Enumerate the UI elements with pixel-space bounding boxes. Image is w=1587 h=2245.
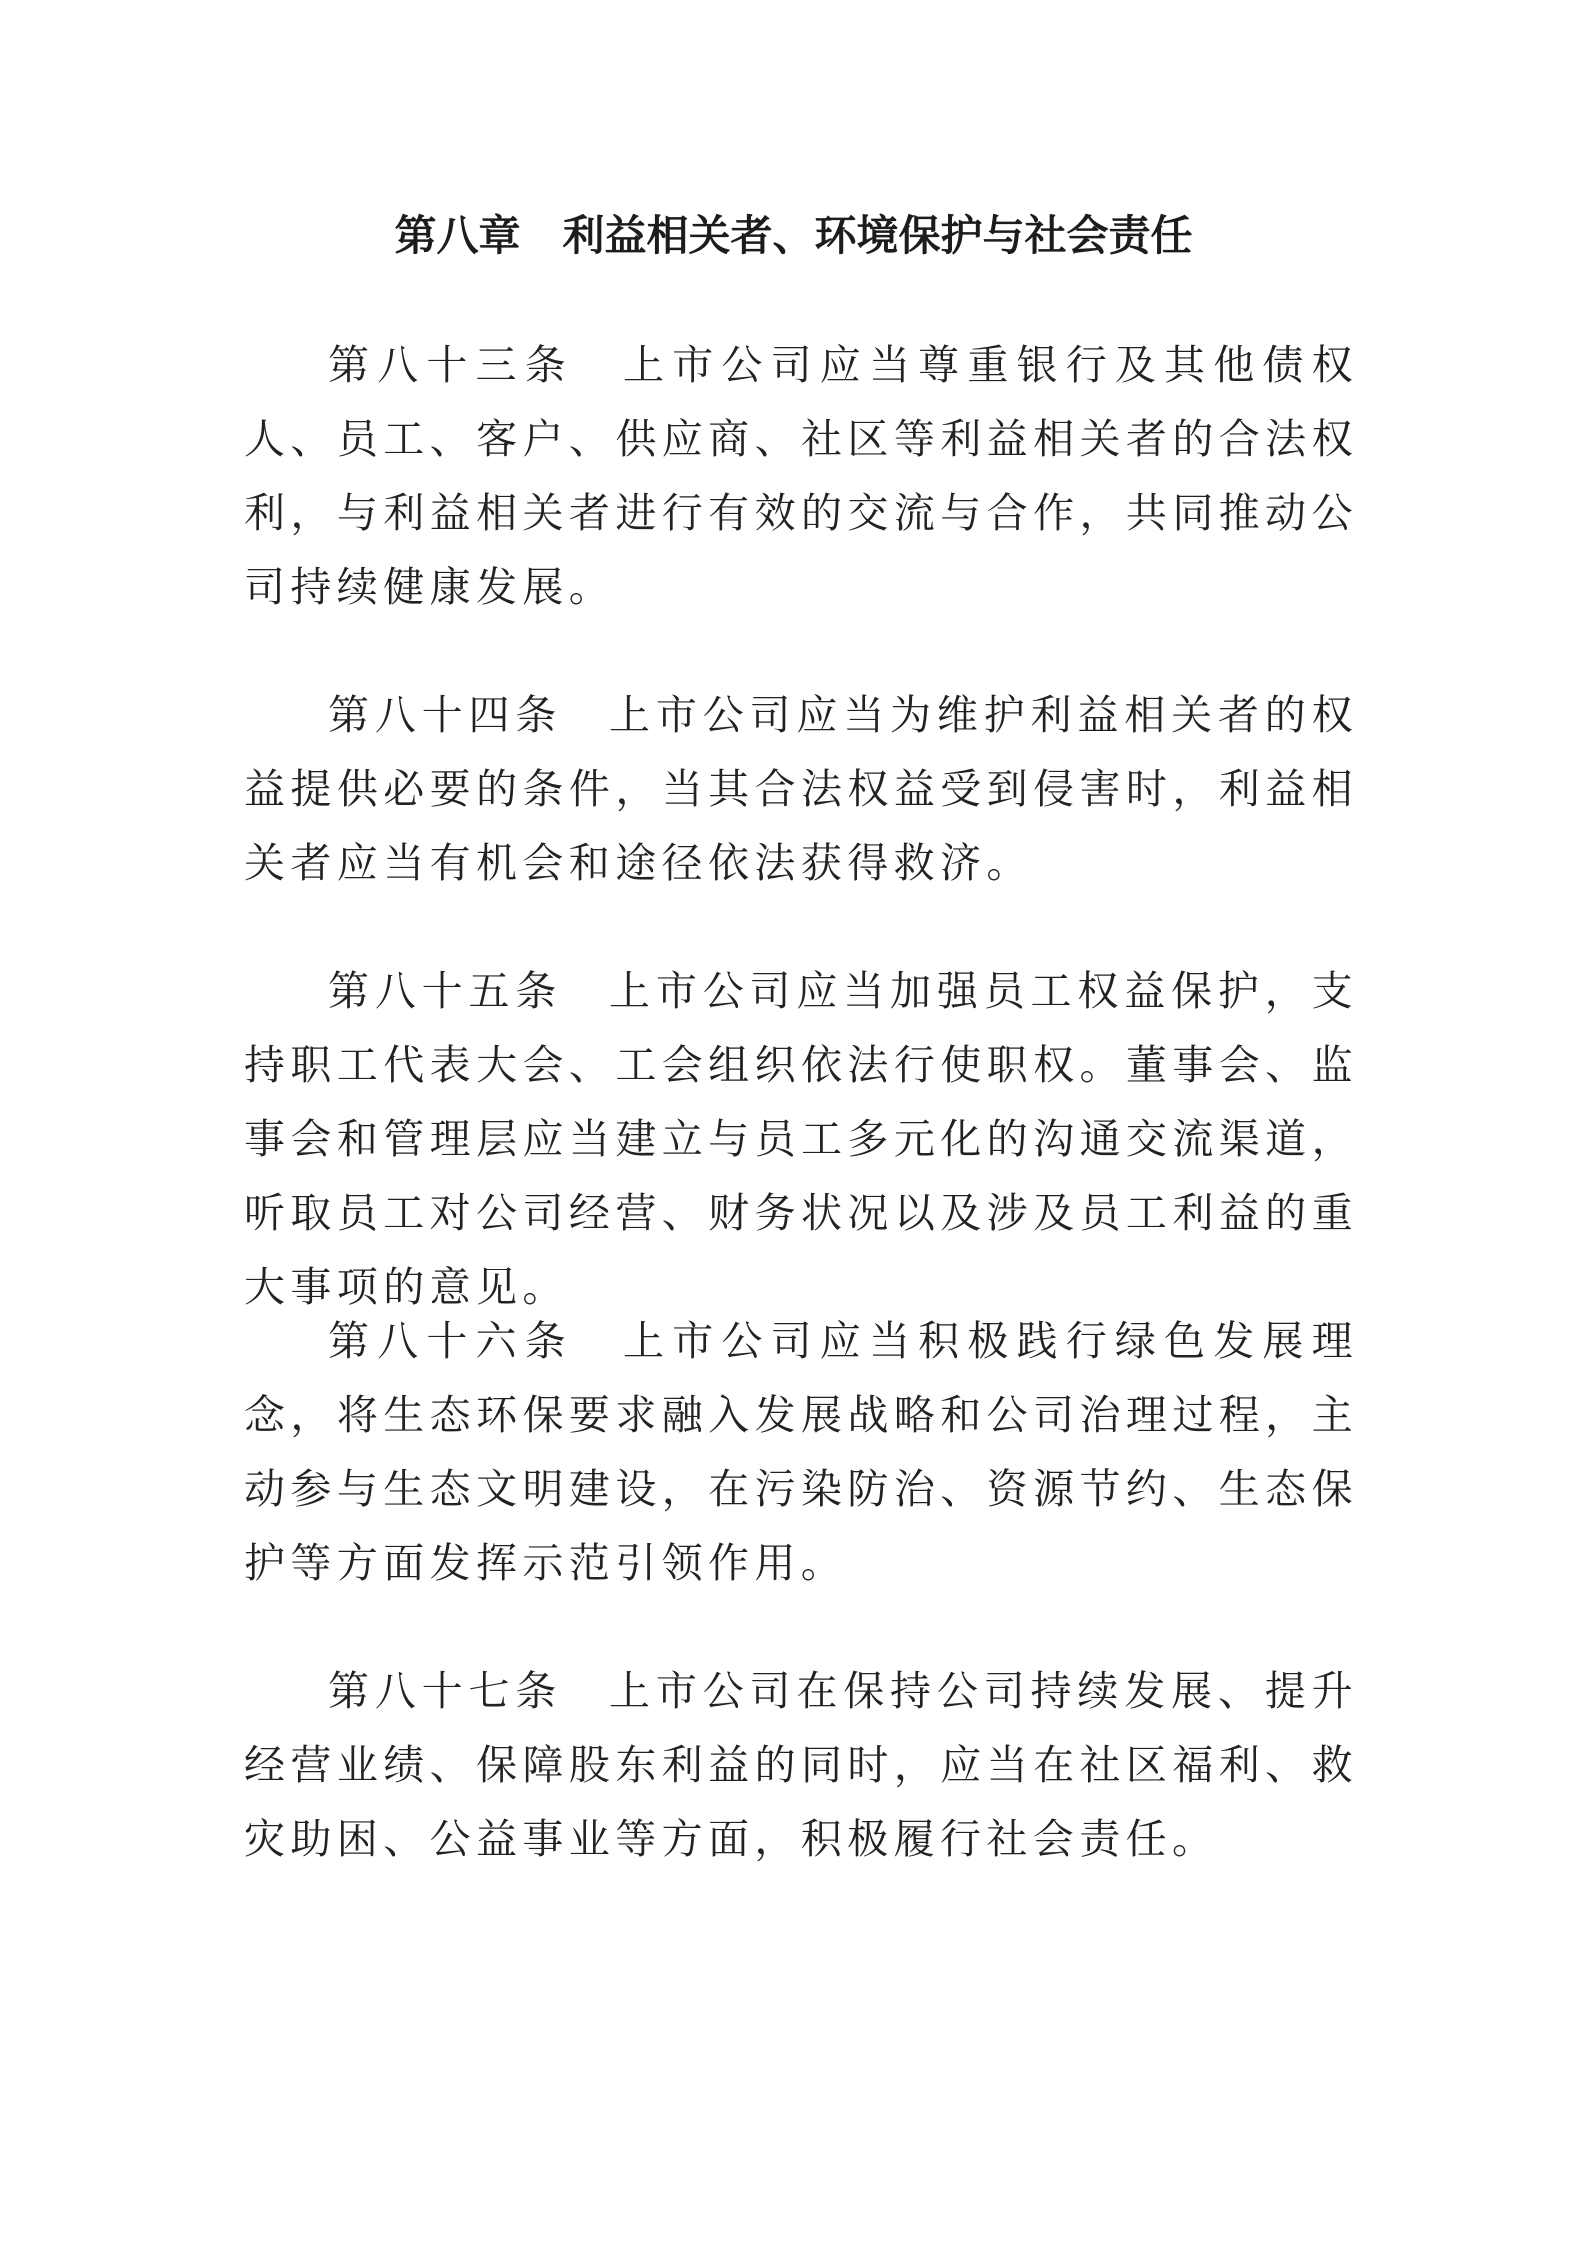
- article-84: 第八十四条 上市公司应当为维护利益相关者的权益提供必要的条件，当其合法权益受到侵害时，利益相关者应当有机会和途径依法获得救济。: [244, 691, 1358, 887]
- chapter-title: 第八章 利益相关者、环境保护与社会责任: [394, 211, 1193, 260]
- article-83: 第八十三条 上市公司应当尊重银行及其他债权人、员工、客户、供应商、社区等利益相关者的合法权利，与利益相关者进行有效的交流与合作，共同推动公司持续健康发展。: [244, 341, 1358, 611]
- article-87: 第八十七条 上市公司在保持公司持续发展、提升经营业绩、保障股东利益的同时，应当在社区福利、救灾助困、公益事业等方面，积极履行社会责任。: [244, 1667, 1358, 1863]
- article-86: 第八十六条 上市公司应当积极践行绿色发展理念，将生态环保要求融入发展战略和公司治理过程，主动参与生态文明建设，在污染防治、资源节约、生态保护等方面发挥示范引领作用。: [244, 1317, 1358, 1587]
- article-85: 第八十五条 上市公司应当加强员工权益保护，支持职工代表大会、工会组织依法行使职权。董事会、监事会和管理层应当建立与员工多元化的沟通交流渠道，听取员工对公司经营、财务状况以及涉及员工利益的重大事项的意见。: [244, 967, 1358, 1311]
